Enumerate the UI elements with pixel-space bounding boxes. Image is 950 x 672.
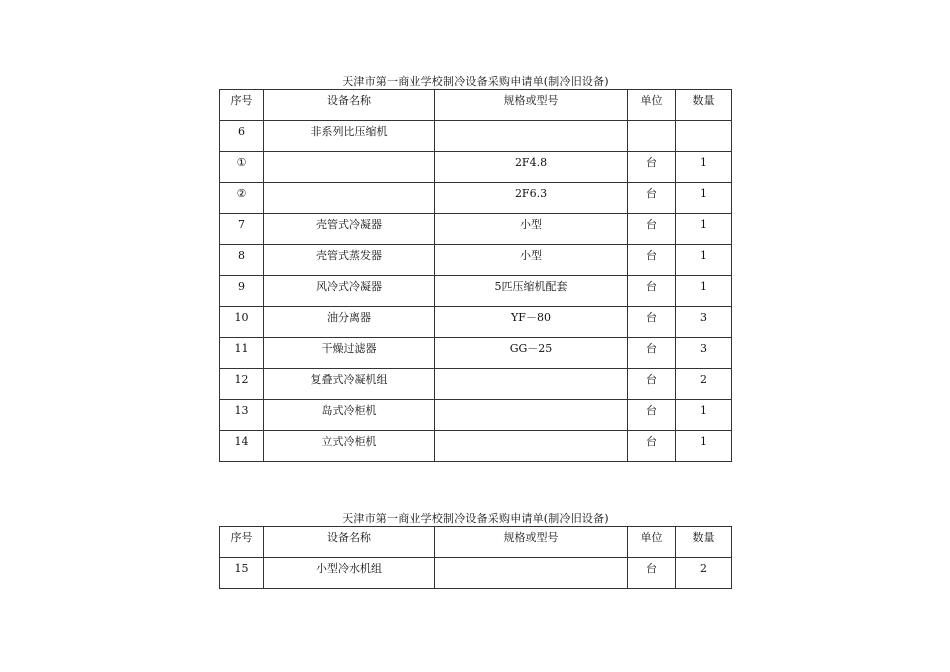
cell-qty: 1 xyxy=(676,214,732,245)
cell-spec xyxy=(435,558,628,589)
cell-index: 6 xyxy=(220,121,264,152)
table-row xyxy=(220,214,732,245)
cell-spec xyxy=(435,369,628,400)
cell-qty: 3 xyxy=(676,307,732,338)
cell-index: 13 xyxy=(220,400,264,431)
cell-name: 立式冷柜机 xyxy=(264,431,435,462)
cell-unit: 台 xyxy=(628,152,676,183)
cell-qty: 1 xyxy=(676,245,732,276)
cell-name: 小型冷水机组 xyxy=(264,558,435,589)
cell-spec: 小型 xyxy=(435,214,628,245)
cell-spec: 5匹压缩机配套 xyxy=(435,276,628,307)
cell-name: 风冷式冷凝器 xyxy=(264,276,435,307)
cell-unit xyxy=(628,121,676,152)
cell-spec: 2F4.8 xyxy=(435,152,628,183)
cell-qty xyxy=(676,121,732,152)
cell-name: 非系列比压缩机 xyxy=(264,121,435,152)
header-row xyxy=(220,527,732,558)
cell-index: 10 xyxy=(220,307,264,338)
cell-unit: 台 xyxy=(628,338,676,369)
header-cell-unit: 单位 xyxy=(628,527,676,558)
cell-index: 12 xyxy=(220,369,264,400)
cell-spec xyxy=(435,121,628,152)
cell-unit: 台 xyxy=(628,400,676,431)
header-cell-index: 序号 xyxy=(220,527,264,558)
cell-name: 壳管式冷凝器 xyxy=(264,214,435,245)
cell-spec xyxy=(435,400,628,431)
header-cell-spec: 规格或型号 xyxy=(435,90,628,121)
cell-unit: 台 xyxy=(628,558,676,589)
cell-name: 复叠式冷凝机组 xyxy=(264,369,435,400)
cell-unit: 台 xyxy=(628,307,676,338)
header-cell-qty: 数量 xyxy=(676,90,732,121)
cell-qty: 2 xyxy=(676,369,732,400)
header-cell-name: 设备名称 xyxy=(264,527,435,558)
cell-qty: 2 xyxy=(676,558,732,589)
table-row xyxy=(220,369,732,400)
cell-spec xyxy=(435,431,628,462)
purchase-table xyxy=(219,526,732,589)
table-title: 天津市第一商业学校制冷设备采购申请单(制冷旧设备) xyxy=(342,75,609,88)
table-row xyxy=(220,558,732,589)
cell-unit: 台 xyxy=(628,183,676,214)
table-row xyxy=(220,338,732,369)
table-row xyxy=(220,276,732,307)
header-cell-name: 设备名称 xyxy=(264,90,435,121)
cell-qty: 1 xyxy=(676,276,732,307)
table-row xyxy=(220,245,732,276)
cell-name: 壳管式蒸发器 xyxy=(264,245,435,276)
cell-unit: 台 xyxy=(628,245,676,276)
cell-qty: 1 xyxy=(676,152,732,183)
header-cell-unit: 单位 xyxy=(628,90,676,121)
table-row xyxy=(220,307,732,338)
cell-unit: 台 xyxy=(628,214,676,245)
cell-name: 干燥过滤器 xyxy=(264,338,435,369)
cell-qty: 1 xyxy=(676,400,732,431)
cell-index: 9 xyxy=(220,276,264,307)
cell-name: 岛式冷柜机 xyxy=(264,400,435,431)
header-cell-index: 序号 xyxy=(220,90,264,121)
cell-spec: YF－80 xyxy=(435,307,628,338)
table-row xyxy=(220,152,732,183)
header-cell-spec: 规格或型号 xyxy=(435,527,628,558)
table-title: 天津市第一商业学校制冷设备采购申请单(制冷旧设备) xyxy=(342,512,609,525)
cell-index: 15 xyxy=(220,558,264,589)
cell-name xyxy=(264,183,435,214)
cell-index: ② xyxy=(220,183,264,214)
cell-index: ① xyxy=(220,152,264,183)
cell-unit: 台 xyxy=(628,369,676,400)
cell-qty: 3 xyxy=(676,338,732,369)
cell-spec: 小型 xyxy=(435,245,628,276)
header-row xyxy=(220,90,732,121)
cell-spec: 2F6.3 xyxy=(435,183,628,214)
table-row xyxy=(220,431,732,462)
table-row xyxy=(220,121,732,152)
cell-index: 8 xyxy=(220,245,264,276)
cell-unit: 台 xyxy=(628,276,676,307)
table-row xyxy=(220,400,732,431)
cell-index: 11 xyxy=(220,338,264,369)
cell-index: 7 xyxy=(220,214,264,245)
purchase-table xyxy=(219,89,732,462)
cell-spec: GG－25 xyxy=(435,338,628,369)
table-row xyxy=(220,183,732,214)
cell-name xyxy=(264,152,435,183)
cell-unit: 台 xyxy=(628,431,676,462)
header-cell-qty: 数量 xyxy=(676,527,732,558)
cell-index: 14 xyxy=(220,431,264,462)
cell-qty: 1 xyxy=(676,431,732,462)
cell-name: 油分离器 xyxy=(264,307,435,338)
cell-qty: 1 xyxy=(676,183,732,214)
